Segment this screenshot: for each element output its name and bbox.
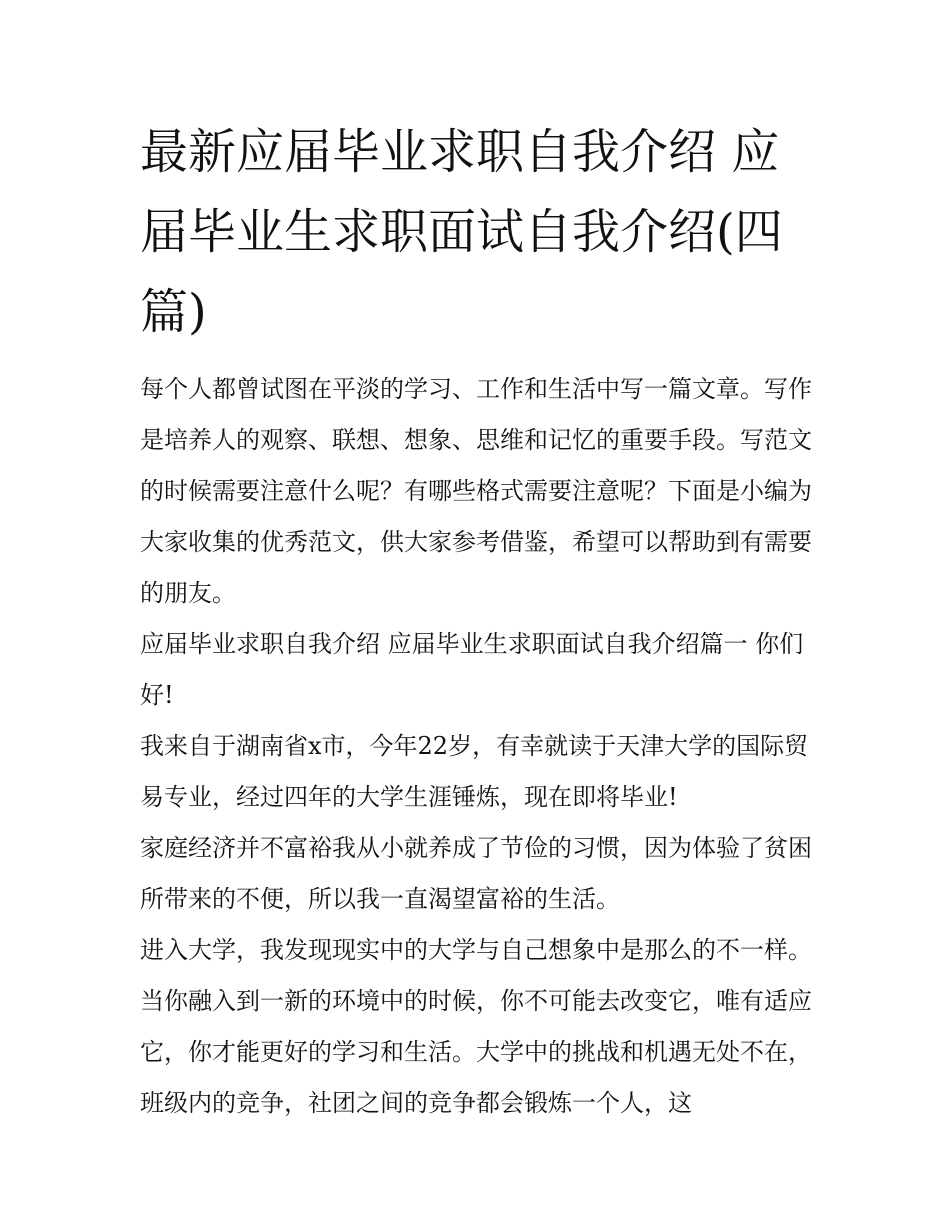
- document-page: [140, 112, 815, 1129]
- body-paragraph: 家庭经济并不富裕我从小就养成了节俭的习惯，因为体验了贫困所带来的不便，所以我一直渴望富裕的生活。: [140, 834, 812, 913]
- section-heading-paragraph: 应届毕业求职自我介绍 应届毕业生求职面试自我介绍篇一 你们好!: [140, 630, 804, 709]
- intro-paragraph: 每个人都曾试图在平淡的学习、工作和生活中写一篇文章。写作是培养人的观察、联想、想象、思维和记忆的重要手段。写范文的时候需要注意什么呢？有哪些格式需要注意呢？下面是小编为大家收集的优秀范文，供大家参考借鉴，希望可以帮助到有需要的朋友。: [140, 375, 812, 607]
- body-paragraph: 进入大学，我发现现实中的大学与自己想象中是那么的不一样。当你融入到一新的环境中的时候，你不可能去改变它，唯有适应它，你才能更好的学习和生活。大学中的挑战和机遇无处不在，班级内的竞争，社团之间的竞争都会锻炼一个人，这: [140, 936, 812, 1117]
- document-title: 最新应届毕业求职自我介绍 应届毕业生求职面试自我介绍(四篇): [140, 124, 783, 340]
- body-paragraph: 我来自于湖南省x市，今年22岁，有幸就读于天津大学的国际贸易专业，经过四年的大学生涯锤炼，现在即将毕业!: [140, 732, 809, 811]
